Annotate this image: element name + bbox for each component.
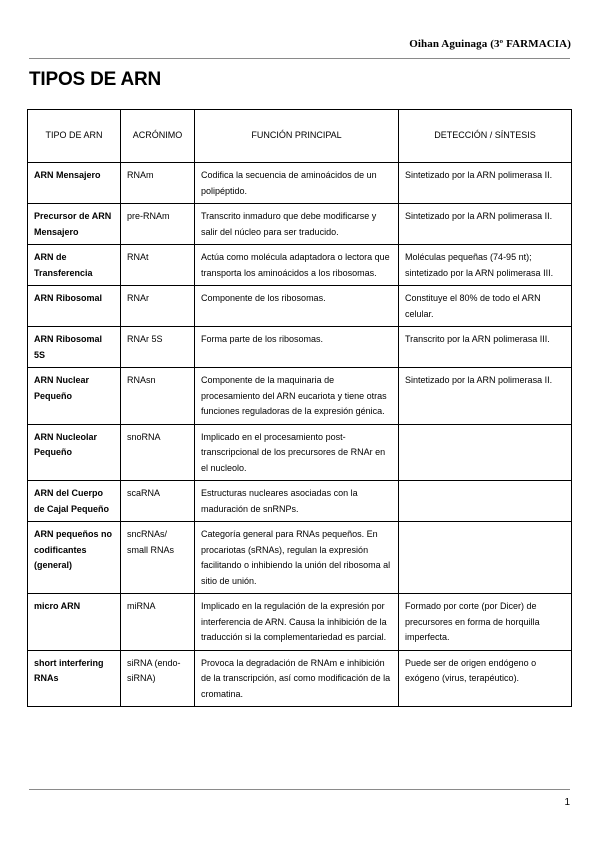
cell-acronym: RNAsn — [121, 368, 195, 425]
table-row — [28, 594, 572, 651]
page-number: 1 — [564, 797, 570, 808]
cell-type: ARN Ribosomal — [28, 286, 121, 327]
cell-acronym: siRNA (endo-siRNA) — [121, 650, 195, 707]
cell-acronym: snoRNA — [121, 424, 195, 481]
table-body — [28, 163, 572, 707]
cell-function: Actúa como molécula adaptadora o lectora que transporta los aminoácidos a los ribosomas. — [195, 245, 399, 286]
cell-acronym: RNAt — [121, 245, 195, 286]
cell-function: Categoría general para RNAs pequeños. En procariotas (sRNAs), regulan la expresión facilitando o inhibiendo la unión del ribosoma al sitio de unión. — [195, 522, 399, 594]
cell-function: Codifica la secuencia de aminoácidos de un polipéptido. — [195, 163, 399, 204]
cell-detection: Sintetizado por la ARN polimerasa II. — [399, 204, 572, 245]
cell-type: micro ARN — [28, 594, 121, 651]
cell-type: ARN Mensajero — [28, 163, 121, 204]
cell-type: ARN pequeños no codificantes (general) — [28, 522, 121, 594]
cell-detection: Puede ser de origen endógeno o exógeno (virus, terapéutico). — [399, 650, 572, 707]
cell-detection: Transcrito por la ARN polimerasa III. — [399, 327, 572, 368]
cell-acronym: miRNA — [121, 594, 195, 651]
column-header-detection: DETECCIÓN / SÍNTESIS — [399, 110, 572, 163]
cell-function: Implicado en la regulación de la expresión por interferencia de ARN. Causa la inhibición de la traducción si la complementariedad es parcial. — [195, 594, 399, 651]
cell-function: Componente de la maquinaria de procesamiento del ARN eucariota y tiene otras funciones reguladoras de la expresión génica. — [195, 368, 399, 425]
cell-detection — [399, 424, 572, 481]
table-row — [28, 424, 572, 481]
cell-detection: Constituye el 80% de todo el ARN celular. — [399, 286, 572, 327]
cell-acronym: pre-RNAm — [121, 204, 195, 245]
table-row — [28, 286, 572, 327]
cell-acronym: RNAr 5S — [121, 327, 195, 368]
cell-acronym: RNAm — [121, 163, 195, 204]
cell-type: ARN Ribosomal 5S — [28, 327, 121, 368]
cell-detection — [399, 481, 572, 522]
header-divider — [29, 58, 570, 59]
cell-detection: Formado por corte (por Dicer) de precursores en forma de horquilla imperfecta. — [399, 594, 572, 651]
cell-function: Forma parte de los ribosomas. — [195, 327, 399, 368]
cell-acronym: sncRNAs/ small RNAs — [121, 522, 195, 594]
column-header-function: FUNCIÓN PRINCIPAL — [195, 110, 399, 163]
cell-acronym: scaRNA — [121, 481, 195, 522]
cell-type: Precursor de ARN Mensajero — [28, 204, 121, 245]
cell-function: Componente de los ribosomas. — [195, 286, 399, 327]
table-row — [28, 204, 572, 245]
column-header-type: TIPO DE ARN — [28, 110, 121, 163]
cell-type: ARN Nucleolar Pequeño — [28, 424, 121, 481]
page-title: TIPOS DE ARN — [29, 69, 162, 90]
table-row — [28, 650, 572, 707]
cell-type: ARN del Cuerpo de Cajal Pequeño — [28, 481, 121, 522]
table-row — [28, 481, 572, 522]
cell-detection: Sintetizado por la ARN polimerasa II. — [399, 368, 572, 425]
cell-function: Estructuras nucleares asociadas con la maduración de snRNPs. — [195, 481, 399, 522]
cell-type: short interfering RNAs — [28, 650, 121, 707]
cell-detection — [399, 522, 572, 594]
table-row — [28, 245, 572, 286]
footer-divider — [29, 789, 570, 790]
cell-detection: Moléculas pequeñas (74-95 nt); sintetizado por la ARN polimerasa III. — [399, 245, 572, 286]
cell-acronym: RNAr — [121, 286, 195, 327]
cell-type: ARN Nuclear Pequeño — [28, 368, 121, 425]
cell-function: Provoca la degradación de RNAm e inhibición de la transcripción, así como modificación de la cromatina. — [195, 650, 399, 707]
table-header-row — [28, 110, 572, 163]
cell-function: Transcrito inmaduro que debe modificarse y salir del núcleo para ser traducido. — [195, 204, 399, 245]
cell-detection: Sintetizado por la ARN polimerasa II. — [399, 163, 572, 204]
column-header-acronym: ACRÓNIMO — [121, 110, 195, 163]
cell-type: ARN de Transferencia — [28, 245, 121, 286]
header-author: Oihan Aguinaga (3º FARMACIA) — [409, 38, 571, 50]
cell-function: Implicado en el procesamiento post-transcripcional de los precursores de RNAr en el nucleolo. — [195, 424, 399, 481]
table-row — [28, 522, 572, 594]
table-row — [28, 163, 572, 204]
table-row — [28, 368, 572, 425]
rna-types-table — [27, 109, 572, 707]
table-row — [28, 327, 572, 368]
